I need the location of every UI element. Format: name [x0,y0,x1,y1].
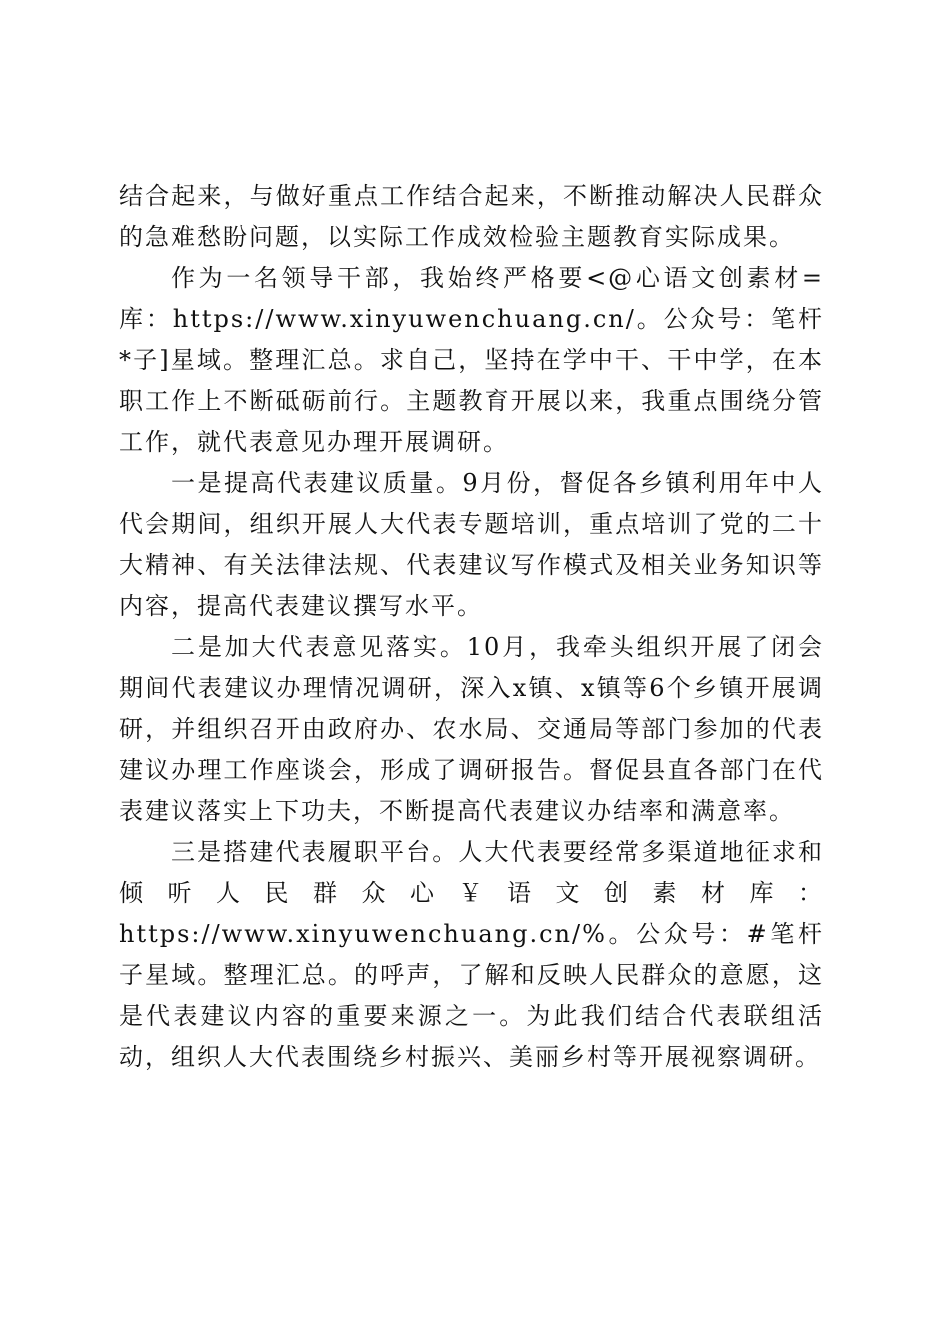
paragraph-suggestion-quality: 一是提高代表建议质量。9月份，督促各乡镇利用年中人代会期间，组织开展人大代表专题培训，重点培训了党的二十大精神、有关法律法规、代表建议写作模式及相关业务知识等内容，提高代表建议撰写水平。 [119,469,824,620]
paragraph-continuation: 结合起来，与做好重点工作结合起来，不断推动解决人民群众的急难愁盼问题，以实际工作成效检验主题教育实际成果。 [119,182,824,251]
document-body [119,176,824,1078]
paragraph-opinion-implementation: 二是加大代表意见落实。10月，我牵头组织开展了闭会期间代表建议办理情况调研，深入x镇、x镇等6个乡镇开展调研，并组织召开由政府办、农水局、交通局等部门参加的代表建议办理工作座谈会，形成了调研报告。督促县直各部门在代表建议落实上下功夫，不断提高代表建议办结率和满意率。 [119,633,824,825]
paragraph-leader-role: 作为一名领导干部，我始终严格要<@心语文创素材=库：https://www.xinyuwenchuang.cn/。公众号：笔杆*子]星域。整理汇总。求自己，坚持在学中干、干中学，在本职工作上不断砥砺前行。主题教育开展以来，我重点围绕分管工作，就代表意见办理开展调研。 [119,264,824,456]
paragraph-platform: 三是搭建代表履职平台。人大代表要经常多渠道地征求和倾听人民群众心￥语文创素材库：https://www.xinyuwenchuang.cn/%。公众号：#笔杆子星域。整理汇总。的呼声，了解和反映人民群众的意愿，这是代表建议内容的重要来源之一。为此我们结合代表联组活动，组织人大代表围绕乡村振兴、美丽乡村等开展视察调研。 [119,838,824,1071]
